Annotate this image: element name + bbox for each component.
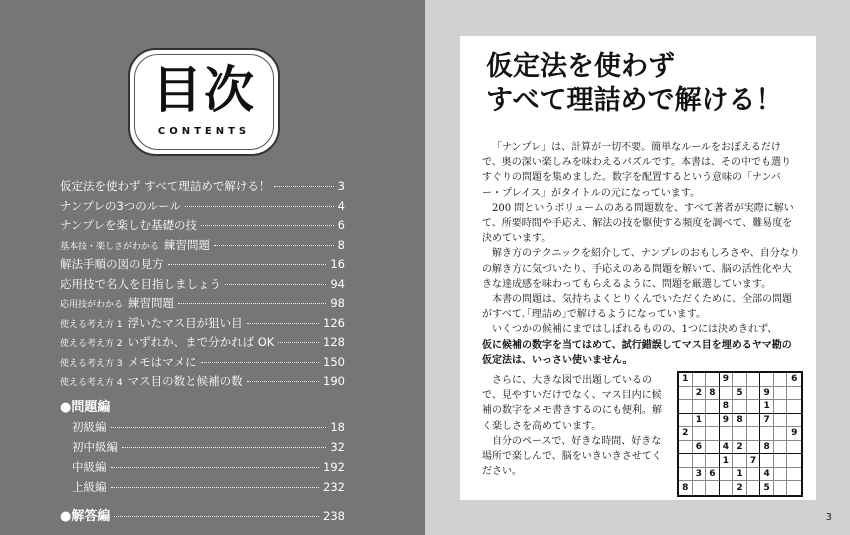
sudoku-cell	[747, 373, 761, 387]
toc-page: 4	[337, 198, 345, 213]
sudoku-cell	[679, 414, 693, 428]
toc-row[interactable]	[60, 276, 345, 296]
sudoku-cell	[760, 454, 774, 468]
sudoku-cell	[787, 441, 801, 455]
intro-body: 「ナンプレ」は、計算が一切不要。簡単なルールをおぼえるだけで、奥の深い楽しみを味わえるパズルです。本書は、その中でも選りすぐりの問題を集めました。数字を配置するという意味の「ナンバー・プレイス」がタイトルの元になっています。 200 問というボリュームのある問題数を、すべて著者が実際に解いて、所要時間や手応え、解法の技を駆使する頻度を調べて、難易度を決めています。 解き方のテクニックを紹介して、ナンプレのおもしろさや、自分なりの解き方に気づいたり、手応えのある問題を解いて、脳の活性化や大きな達成感を味わってもらえるように、問題を厳選しています。 本書の問題は、気持ちよくとりくんでいただくために、全部の問題がすべて､｢理詰め｣で解けるようになっています。 いくつかの候補にまではしぼれるものの、1つには決めきれず、 仮に候補の数字を当てはめて、試行錯誤してマス目を埋めるヤマ勘の仮定法は、いっさい使いません。	[482, 140, 800, 368]
toc-label: 解法手順の図の見方	[60, 257, 164, 271]
sudoku-cell	[774, 427, 788, 441]
toc-page: 98	[330, 296, 345, 310]
sudoku-cell: 5	[760, 481, 774, 495]
toc-row[interactable]	[60, 198, 345, 218]
sudoku-cell	[693, 481, 707, 495]
intro-body-narrow: さらに、大きな図で出題しているので、見やすいだけでなく、マス目内に候補の数字をメモ書きするのにも便利。解く楽しさを高めています。 自分のペースで、好きな時間、好きな場所で楽しんで、脳をいきいきさせてください。	[482, 375, 662, 478]
sudoku-cell: 9	[720, 414, 734, 428]
toc-label: いずれか、まで分かれば OK	[127, 335, 275, 349]
toc-page: 128	[323, 335, 345, 349]
right-page	[425, 0, 850, 535]
toc-page: 3	[337, 179, 345, 193]
sudoku-cell: 1	[760, 400, 774, 414]
toc-prefix: 使える考え方 3	[60, 358, 123, 369]
toc-row[interactable]	[60, 256, 345, 276]
toc-label: メモはマメに	[127, 354, 197, 369]
toc-label: 初級編	[72, 419, 107, 434]
sudoku-cell	[706, 414, 720, 428]
toc-page: 16	[330, 257, 345, 271]
toc-label: 浮いたマス目が狙い目	[127, 315, 243, 330]
toc-label: 練習問題	[128, 296, 175, 310]
sudoku-cell	[679, 387, 693, 401]
sudoku-cell	[679, 454, 693, 468]
toc-row[interactable]	[60, 354, 345, 374]
sudoku-cell	[693, 400, 707, 414]
sudoku-cell	[774, 441, 788, 455]
sudoku-cell: 6	[787, 373, 801, 387]
sudoku-cell: 6	[693, 441, 707, 455]
toc-row-problem[interactable]	[72, 439, 345, 459]
sudoku-cell: 9	[720, 373, 734, 387]
sudoku-cell	[787, 387, 801, 401]
toc-row-problem[interactable]	[72, 419, 345, 439]
sudoku-cell	[693, 373, 707, 387]
toc-row[interactable]	[60, 373, 345, 393]
sudoku-cell: 8	[706, 387, 720, 401]
sudoku-cell	[679, 400, 693, 414]
sudoku-cell: 1	[693, 414, 707, 428]
sudoku-cell: 4	[760, 468, 774, 482]
toc-row-problem[interactable]	[72, 479, 345, 499]
toc-page: 126	[323, 315, 345, 330]
sudoku-cell	[733, 454, 747, 468]
sudoku-cell	[774, 414, 788, 428]
sudoku-cell	[679, 468, 693, 482]
sudoku-cell: 1	[720, 454, 734, 468]
toc-label: 中級編	[72, 459, 107, 474]
sudoku-cell: 2	[733, 441, 747, 455]
contents-title: 目次	[152, 61, 256, 119]
toc-page: 6	[337, 218, 345, 232]
toc-row-answers[interactable]	[60, 505, 345, 525]
sudoku-cell	[774, 481, 788, 495]
toc-prefix: 使える考え方 4	[60, 378, 123, 388]
sudoku-cell	[774, 454, 788, 468]
sudoku-cell: 7	[747, 454, 761, 468]
sudoku-cell	[774, 387, 788, 401]
toc-prefix: 応用技がわかる	[60, 300, 124, 310]
sudoku-cell: 6	[706, 468, 720, 482]
sudoku-cell	[787, 414, 801, 428]
sudoku-cell	[706, 427, 720, 441]
toc-row-problem[interactable]	[72, 459, 345, 479]
toc-page: 32	[330, 439, 345, 454]
intro-heading: 仮定法を使わず すべて理詰めで解ける！	[486, 51, 783, 116]
toc-row[interactable]	[60, 315, 345, 335]
section-problems: ●問題編	[60, 399, 111, 415]
toc-label: 練習問題	[164, 237, 211, 252]
sudoku-cell: 2	[679, 427, 693, 441]
sudoku-cell: 1	[679, 373, 693, 387]
sudoku-cell	[760, 373, 774, 387]
toc-prefix: 使える考え方 1	[60, 319, 123, 330]
toc-label: 初中級編	[72, 439, 118, 454]
sudoku-cell	[760, 427, 774, 441]
intro-panel	[460, 36, 816, 500]
sudoku-cell	[706, 481, 720, 495]
sudoku-cell: 8	[679, 481, 693, 495]
sudoku-cell	[747, 481, 761, 495]
contents-subtitle: CONTENTS	[157, 126, 251, 137]
toc-label: ナンプレの3つのルール	[60, 198, 182, 213]
toc-page: 8	[337, 237, 345, 252]
sudoku-cell	[720, 481, 734, 495]
sudoku-cell	[787, 468, 801, 482]
sudoku-cell: 1	[733, 468, 747, 482]
sudoku-cell	[733, 400, 747, 414]
toc-page: 190	[323, 374, 345, 388]
toc-label: ナンプレを楽しむ基礎の技	[60, 218, 197, 232]
sudoku-cell	[693, 427, 707, 441]
sudoku-cell	[774, 373, 788, 387]
toc-label: 仮定法を使わず すべて理詰めで解ける！	[60, 179, 271, 193]
sudoku-cell	[706, 454, 720, 468]
sudoku-cell	[787, 454, 801, 468]
sudoku-grid	[677, 371, 803, 497]
sudoku-cell	[679, 441, 693, 455]
sudoku-cell: 2	[693, 387, 707, 401]
sudoku-cell	[733, 373, 747, 387]
toc-row[interactable]	[60, 237, 345, 257]
sudoku-cell	[747, 427, 761, 441]
toc-label: マス目の数と候補の数	[127, 374, 243, 388]
toc-row[interactable]	[60, 295, 345, 315]
toc-label: ●解答編	[60, 508, 111, 524]
sudoku-cell	[747, 468, 761, 482]
sudoku-cell	[774, 468, 788, 482]
toc-page: 232	[323, 479, 345, 494]
sudoku-cell	[706, 373, 720, 387]
contents-title-box	[128, 48, 280, 156]
sudoku-cell: 4	[720, 441, 734, 455]
sudoku-cell: 2	[733, 481, 747, 495]
bold-notice: 仮に候補の数字を当てはめて、試行錯誤してマス目を埋めるヤマ勘の仮定法は、いっさい使いません。	[482, 339, 792, 366]
sudoku-cell: 8	[720, 400, 734, 414]
toc-page: 238	[323, 508, 345, 523]
toc-page: 18	[330, 419, 345, 434]
sudoku-cell	[720, 427, 734, 441]
toc-prefix: 基本技・楽しさがわかる	[60, 241, 160, 252]
toc-row[interactable]	[60, 217, 345, 237]
sudoku-cell: 8	[733, 414, 747, 428]
sudoku-cell	[774, 400, 788, 414]
table-of-contents	[60, 178, 345, 524]
sudoku-cell	[720, 387, 734, 401]
sudoku-cell	[733, 427, 747, 441]
sudoku-cell	[706, 400, 720, 414]
toc-page: 94	[330, 276, 345, 291]
sudoku-cell: 5	[733, 387, 747, 401]
sudoku-cell: 9	[760, 387, 774, 401]
toc-prefix: 使える考え方 2	[60, 339, 123, 349]
sudoku-cell	[747, 387, 761, 401]
sudoku-cell	[747, 414, 761, 428]
sudoku-cell	[706, 441, 720, 455]
page-number: 3	[825, 512, 832, 523]
toc-page: 150	[323, 354, 345, 369]
sudoku-cell	[693, 454, 707, 468]
sudoku-cell: 9	[787, 427, 801, 441]
sudoku-cell	[787, 481, 801, 495]
toc-label: 応用技で名人を目指しましょう	[60, 276, 221, 291]
sudoku-cell: 7	[760, 414, 774, 428]
sudoku-cell	[787, 400, 801, 414]
sudoku-cell	[720, 468, 734, 482]
toc-row[interactable]	[60, 178, 345, 198]
sudoku-cell	[747, 441, 761, 455]
sudoku-cell: 3	[693, 468, 707, 482]
toc-row[interactable]	[60, 334, 345, 354]
sudoku-cell	[747, 400, 761, 414]
toc-label: 上級編	[72, 479, 107, 494]
toc-page: 192	[323, 459, 345, 474]
sudoku-cell: 8	[760, 441, 774, 455]
